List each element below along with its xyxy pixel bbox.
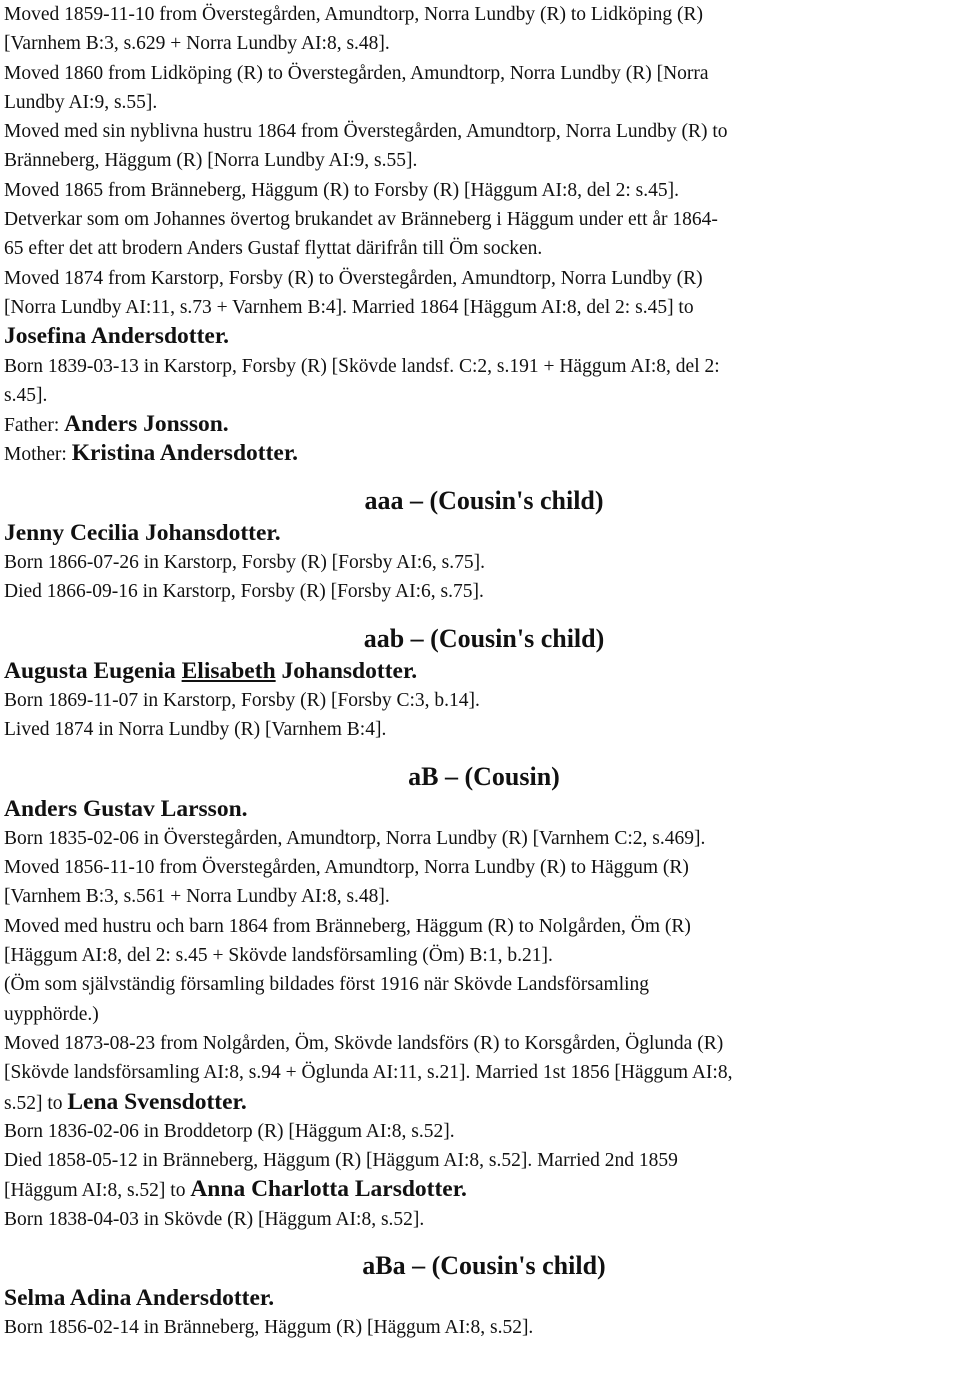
text-line: Moved 1874 from Karstorp, Forsby (R) to Överstegården, Amundtorp, Norra Lundby (R) <box>4 267 703 289</box>
text-line: [Norra Lundby AI:11, s.73 + Varnhem B:4]. Married 1864 [Häggum AI:8, del 2: s.45] to <box>4 296 694 318</box>
text-line: uypphörde.) <box>4 1003 99 1025</box>
spouse-line <box>4 322 956 351</box>
text-line: Moved 1873-08-23 from Nolgården, Öm, Skövde landsförs (R) to Korsgården, Öglunda (R) <box>4 1032 724 1054</box>
text-line: Born 1856-02-14 in Bränneberg, Häggum (R) [Häggum AI:8, s.52]. <box>4 1317 534 1339</box>
section-heading-aba: aBa – (Cousin's child) <box>362 1250 606 1280</box>
text-line: Born 1836-02-06 in Broddetorp (R) [Häggum AI:8, s.52]. <box>4 1120 455 1142</box>
person-name-line <box>4 519 956 548</box>
text-line: Moved med hustru och barn 1864 from Bränneberg, Häggum (R) to Nolgården, Öm (R) <box>4 915 691 937</box>
text-line: Died 1866-09-16 in Karstorp, Forsby (R) [Forsby AI:6, s.75]. <box>4 581 484 603</box>
person-name-line <box>4 1284 956 1313</box>
text-fragment: s.52] to <box>4 1092 68 1114</box>
mother-name: Kristina Andersdotter. <box>71 440 299 467</box>
text-line: Born 1866-07-26 in Karstorp, Forsby (R) [Forsby AI:6, s.75]. <box>4 552 485 574</box>
person-name-line <box>4 795 956 824</box>
spouse-name: Anna Charlotta Larsdotter. <box>190 1176 467 1203</box>
spouse-name: Josefina Andersdotter. <box>4 323 229 350</box>
text-line: [Skövde landsförsamling AI:8, s.94 + Öglunda AI:11, s.21]. Married 1st 1856 [Häggum AI:8, <box>4 1062 733 1084</box>
spouse-line <box>4 1088 956 1117</box>
father-line <box>4 410 956 439</box>
text-line: (Öm som självständig församling bildades först 1916 när Skövde Landsförsamling <box>4 974 650 996</box>
text-line: Moved 1865 from Bränneberg, Häggum (R) to Forsby (R) [Häggum AI:8, del 2: s.45]. <box>4 179 680 201</box>
spouse-name: Lena Svensdotter. <box>67 1088 247 1115</box>
person-name-part1: Augusta Eugenia <box>4 657 182 684</box>
person-name: Anders Gustav Larsson. <box>4 795 248 822</box>
text-line: Moved 1860 from Lidköping (R) to Överstegården, Amundtorp, Norra Lundby (R) [Norra <box>4 62 709 84</box>
person-name-line <box>4 657 956 686</box>
person-name-part2: Johansdotter. <box>275 657 418 684</box>
person-name-underlined: Elisabeth <box>181 657 276 684</box>
text-line: Born 1838-04-03 in Skövde (R) [Häggum AI:8, s.52]. <box>4 1208 425 1230</box>
text-line: Born 1839-03-13 in Karstorp, Forsby (R) [Skövde landsf. C:2, s.191 + Häggum AI:8, del 2: <box>4 355 720 377</box>
text-line: Moved 1856-11-10 from Överstegården, Amundtorp, Norra Lundby (R) to Häggum (R) <box>4 857 689 879</box>
person-name: Jenny Cecilia Johansdotter. <box>4 519 281 546</box>
text-line: Bränneberg, Häggum (R) [Norra Lundby AI:9, s.55]. <box>4 150 418 172</box>
section-heading-aaa: aaa – (Cousin's child) <box>364 485 604 515</box>
text-line: [Varnhem B:3, s.629 + Norra Lundby AI:8, s.48]. <box>4 33 390 55</box>
text-line: 65 efter det att brodern Anders Gustaf flyttat därifrån till Öm socken. <box>4 238 543 260</box>
text-line: Lived 1874 in Norra Lundby (R) [Varnhem B:4]. <box>4 719 387 741</box>
text-line: Moved 1859-11-10 from Överstegården, Amundtorp, Norra Lundby (R) to Lidköping (R) <box>4 4 703 25</box>
mother-label: Mother: <box>4 444 72 466</box>
section-heading-ab: aB – (Cousin) <box>408 761 560 791</box>
text-line: Moved med sin nyblivna hustru 1864 from Överstegården, Amundtorp, Norra Lundby (R) to <box>4 121 728 143</box>
text-line: Born 1869-11-07 in Karstorp, Forsby (R) [Forsby C:3, b.14]. <box>4 689 480 711</box>
text-line: Died 1858-05-12 in Bränneberg, Häggum (R) [Häggum AI:8, s.52]. Married 2nd 1859 <box>4 1150 678 1172</box>
spouse-line <box>4 1175 956 1204</box>
text-line: s.45]. <box>4 384 48 406</box>
text-line: Lundby AI:9, s.55]. <box>4 91 158 113</box>
text-line: Detverkar som om Johannes övertog brukandet av Bränneberg i Häggum under ett år 1864- <box>4 209 718 231</box>
person-name: Selma Adina Andersdotter. <box>4 1284 275 1311</box>
father-name: Anders Jonsson. <box>64 411 229 438</box>
text-line: [Häggum AI:8, del 2: s.45 + Skövde landsförsamling (Öm) B:1, b.21]. <box>4 945 553 967</box>
mother-line <box>4 439 956 468</box>
father-label: Father: <box>4 415 65 437</box>
text-line: Born 1835-02-06 in Överstegården, Amundtorp, Norra Lundby (R) [Varnhem C:2, s.469]. <box>4 827 706 849</box>
text-fragment: [Häggum AI:8, s.52] to <box>4 1180 191 1202</box>
section-heading-aab: aab – (Cousin's child) <box>363 623 605 653</box>
text-line: [Varnhem B:3, s.561 + Norra Lundby AI:8, s.48]. <box>4 886 390 908</box>
